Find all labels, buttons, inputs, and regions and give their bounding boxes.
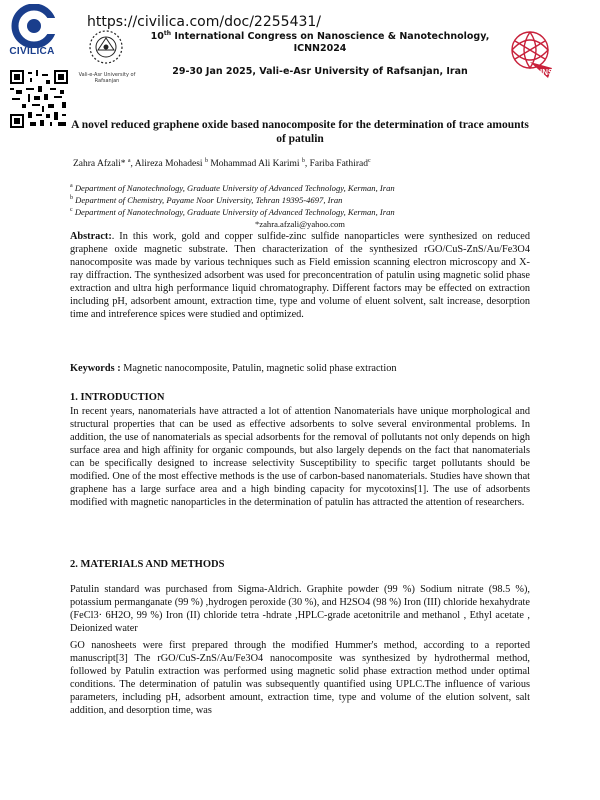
author-affiliation-mark: b: [204, 158, 208, 164]
conference-date-venue: 29-30 Jan 2025, Vali-e-Asr University of Rafsanjan, Iran: [172, 66, 468, 77]
author-list: Zahra Afzali* $^a$, Alireza Mohadesi $^b$ Mohammad Ali Karimi $^b$, Fariba Fathirad$^c$: [73, 158, 371, 170]
keywords-label: Keywords :: [70, 363, 121, 374]
section-heading-materials-methods: 2. MATERIALS AND METHODS: [70, 559, 225, 570]
abstract-label: Abstract:: [70, 231, 112, 242]
affiliation: $^c$ Department of Nanotechnology, Graduate University of Advanced Technology, Kerman, Iran: [70, 207, 395, 217]
source-url[interactable]: https://civilica.com/doc/2255431/: [87, 14, 322, 30]
author-affiliation-mark: b: [301, 158, 305, 164]
author-affiliation-mark: c: [367, 158, 371, 164]
keywords-text: Magnetic nanocomposite, Patulin, magnetic solid phase extraction: [120, 363, 397, 374]
keywords: [70, 362, 530, 375]
methods-text: GO nanosheets were first prepared through the modified Hummer's method, according to a reported manuscript[3] The rGO/CuS-ZnS/Au/Fe3O4 nanocomposite was synthesized by hydrothermal method, followed by Patulin extraction was performed using magnetic solid phase extraction method under optimal conditions. The determination of patulin was subsequently quantified using UPLC.The influence of various parameters, including pH, adsorbent amount, extraction time, type and volume of the elution solvent, salt addition, and desorption time, was: [70, 640, 530, 716]
author-name: Fariba Fathirad: [309, 159, 368, 170]
paper-title: A novel reduced graphene oxide based nanocomposite for the determination of trace amounts of patulin: [71, 119, 529, 145]
author-affiliation-mark: a: [127, 158, 131, 164]
abstract: [70, 230, 530, 321]
author-name: Mohammad Ali Karimi: [210, 159, 300, 170]
ins-label: INS: [540, 68, 554, 77]
affiliation: $^b$ Department of Chemistry, Payame Noor University, Tehran 19395-4697, Iran: [70, 195, 343, 205]
introduction-text: In recent years, nanomaterials have attracted a lot of attention Nanomaterials have unique morphological and structural properties that can be used as effective adsorbents to solve several environmental problems. In addition, the use of nanomaterials as special adsorbents for the removal of pollutants not only depends on high surface area and high affinity for organic compounds, but also largely depends on the fact that nanomaterials can be specifically designed to increase selectivity Susceptibility to specific target pollutants should be modified. One of the most effective methods is the use of carbon-based nanomaterials. Studies have shown that graphene has a large surface area and a high binding capacity for mycotoxins[1]. The use of adsorbents modified with magnetic nanoparticles in the determination of patulin has attracted the attention of researchers.: [70, 406, 530, 508]
university-logo: [78, 22, 134, 78]
author-name: Zahra Afzali*: [73, 159, 126, 170]
section-heading-introduction: 1. INTRODUCTION: [70, 392, 165, 403]
materials-text: Patulin standard was purchased from Sigma-Aldrich. Graphite powder (99 %) Sodium nitrate (98.5 %), potassium permanganate (99 %) ,hydrogen peroxide (30 %), and H2SO4 (98 %) Iron (III) chloride hexahydrate (FeCl3· 6H2O, 99 %) Iron (II) chloride tetra -hdrate ,HPLC-grade acetonitrile and methanol , Ethyl acetate , Deionized water: [70, 584, 530, 634]
qr-code-icon: [10, 70, 68, 128]
author-name: Alireza Mohadesi: [134, 159, 203, 170]
civilica-label: CIVILICA: [9, 46, 55, 57]
abstract-text: . In this work, gold and copper sulfide-zinc sulfide nanoparticles were synthesized on reduced graphene oxide magnetic substrate. Then characterization of the synthesized rGO/CuS-ZnS/Au/Fe3O4 nanocomposite was made by various techniques such as Field emission scanning electron microscopy and X-ray diffraction. The synthesized adsorbent was used for preconcentration of patulin using magnetic solid phase extraction and ultra high performance liquid chromatography. Different factors may be effected on extraction including pH, adsorbent amount, extraction time, type and volume of eluent solvent, salt increase, desorption time and intreference spices were studied and optimized.: [70, 231, 530, 320]
corresponding-email[interactable]: *zahra.afzali@yahoo.com: [255, 219, 345, 229]
university-caption: Vali-e-Asr University of Rafsanjan: [78, 72, 136, 84]
conference-name: 10th International Congress on Nanoscience & Nanotechnology, ICNN2024: [150, 30, 490, 55]
affiliation: $^a$ Department of Nanotechnology, Graduate University of Advanced Technology, Kerman, Iran: [70, 183, 395, 193]
ins-logo: [500, 24, 560, 80]
